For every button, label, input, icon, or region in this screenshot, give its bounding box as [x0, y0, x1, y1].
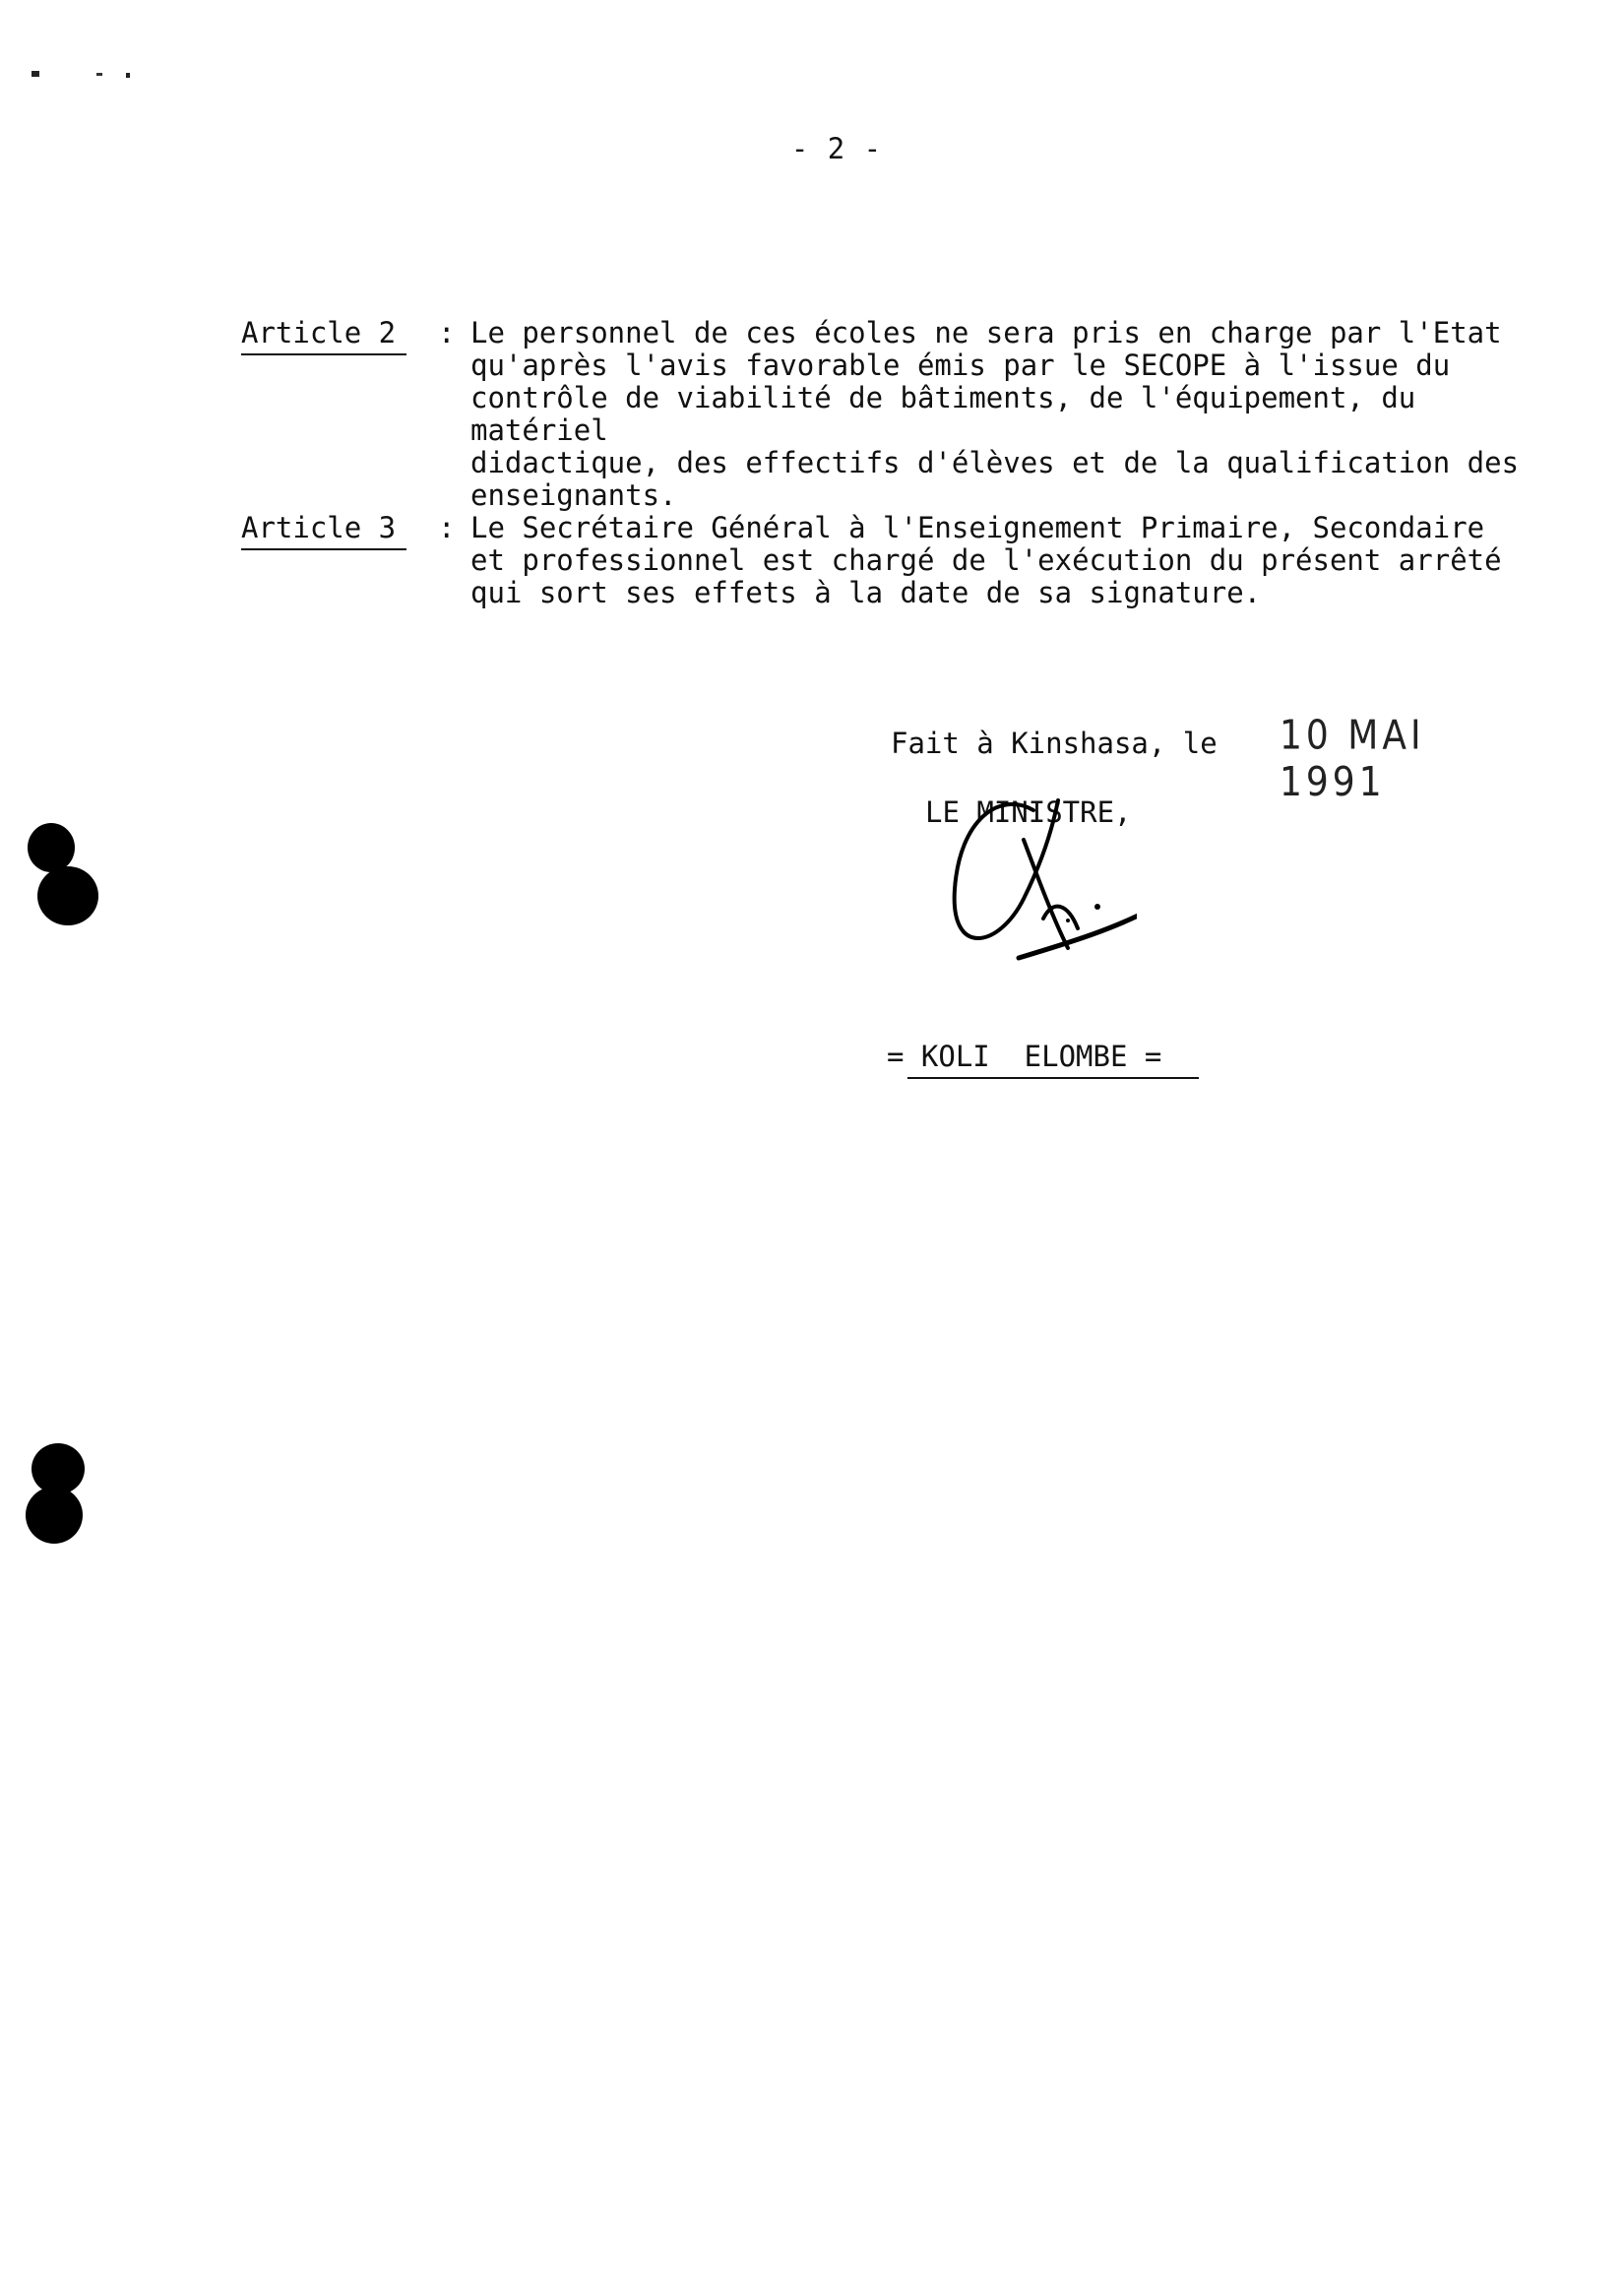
punch-hole [26, 1487, 83, 1544]
date-stamp: 10 MAI 1991 [1280, 712, 1425, 806]
article-colon: : [438, 316, 456, 349]
punch-hole [37, 866, 98, 925]
article-label: Article 2 [241, 317, 406, 355]
signer-name: = KOLI ELOMBE = [887, 1040, 1162, 1073]
punch-hole [28, 823, 75, 872]
signer-underline [907, 1077, 1199, 1079]
article-body: Le personnel de ces écoles ne sera pris en charge par l'Etat qu'après l'avis favorable émis par le SECOPE à l'issue du contrôle de viabilité de bâtiments, de l'équipement, du matériel didactique, des effectifs d'élèves et de la qualification des enseignants. [470, 316, 1520, 512]
scan-specks [28, 65, 146, 85]
minister-title: LE MINISTRE, [925, 795, 1132, 829]
place-date: Fait à Kinshasa, le [891, 727, 1218, 760]
article-colon: : [438, 511, 456, 544]
page-number: - 2 - [790, 132, 883, 165]
article-label: Article 3 [241, 512, 406, 550]
handwritten-signature [940, 781, 1137, 978]
article-body: Le Secrétaire Général à l'Enseignement Primaire, Secondaire et professionnel est chargé de l'exécution du présent arrêté qui sort ses effets à la date de sa signature. [470, 511, 1502, 609]
signature-block [887, 712, 1540, 1101]
